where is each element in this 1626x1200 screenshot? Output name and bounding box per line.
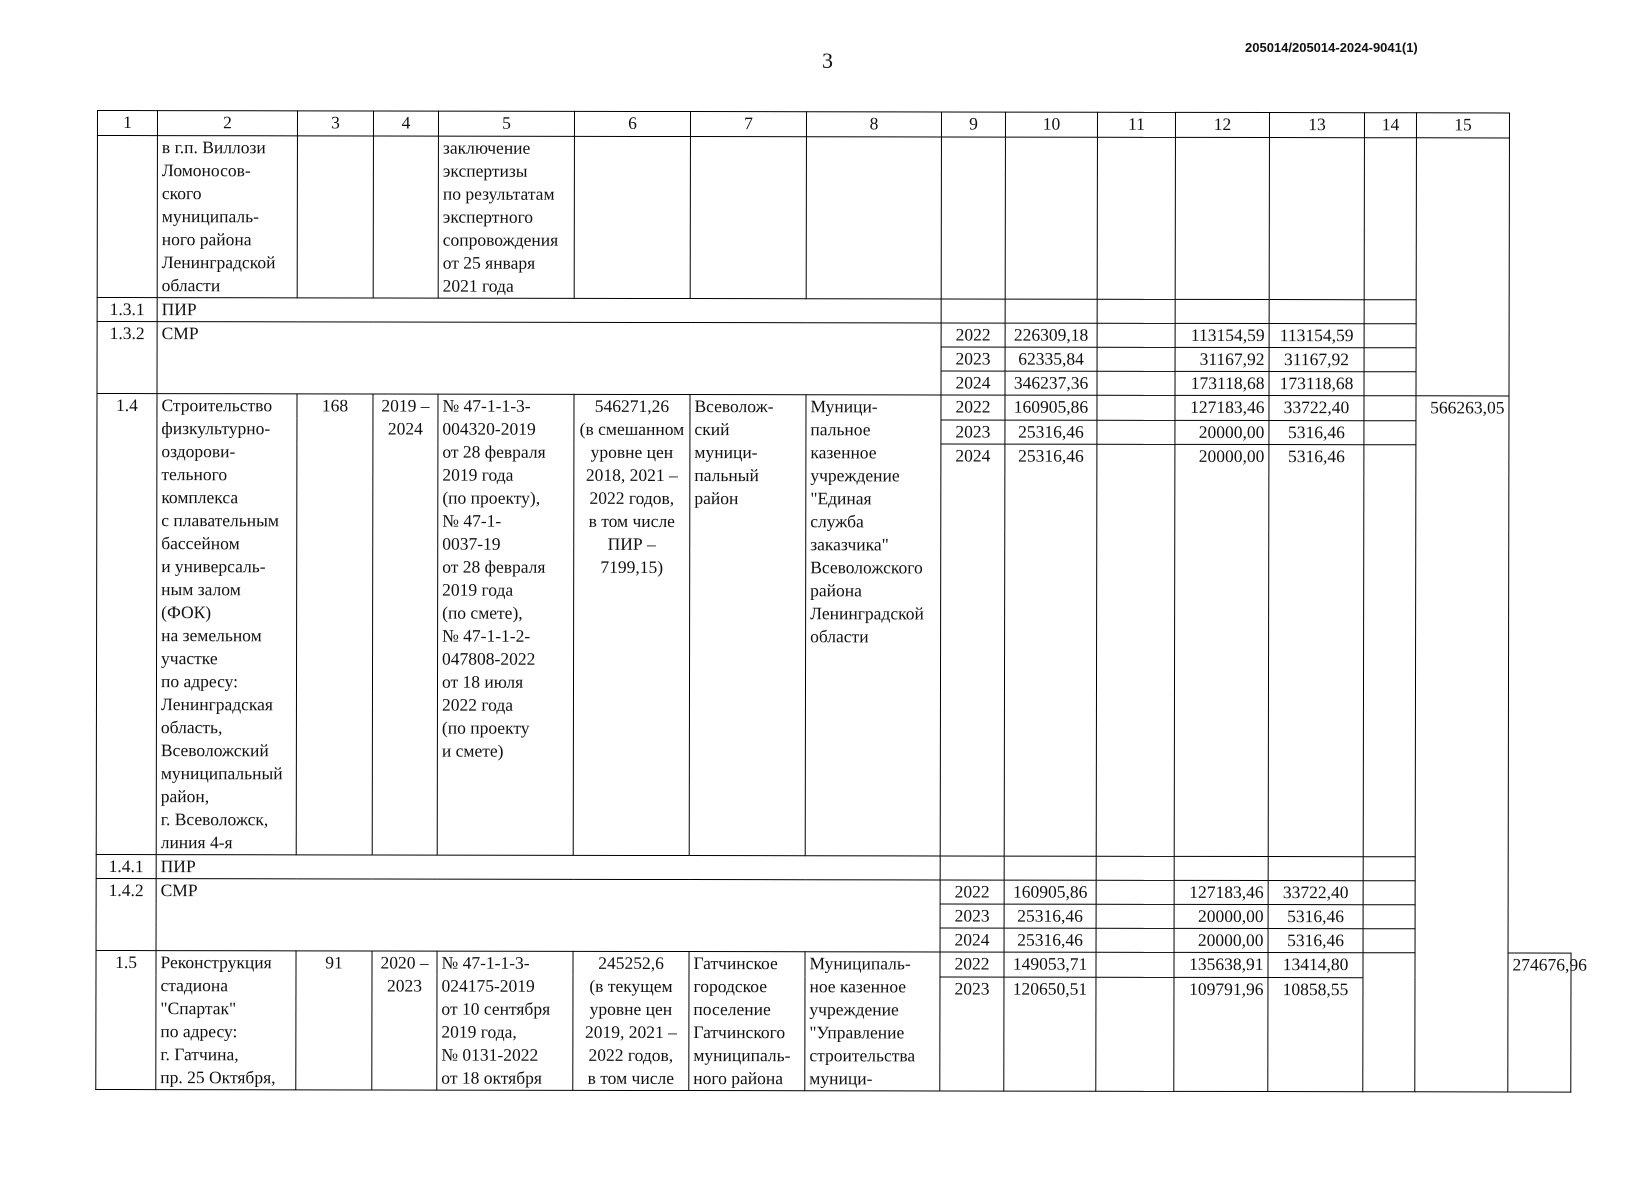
total-cell: 226309,18 bbox=[1005, 323, 1097, 347]
col-num-3: 3 bbox=[297, 111, 373, 136]
row-label: ПИР bbox=[157, 298, 941, 323]
col12-cell: 173118,68 bbox=[1175, 371, 1269, 395]
object-name-cell: Реконструкция стадиона "Спартак" по адресу: г. Гатчина, пр. 25 Октября, bbox=[156, 951, 296, 1090]
expertise-cell: заключение экспертизы по результатам экспертного сопровождения от 25 января 2021 года bbox=[438, 136, 574, 298]
row-code: 1.3.1 bbox=[97, 298, 157, 322]
object-name-cell: Строительство физкультурно- оздорови- тельного комплекса с плавательным бассейном и универсаль- ным залом (ФОК) на земельном участке по адресу: Ленинградская область, Всеволожский муниципальный район, г. Всеволожск, линия 4-я bbox=[156, 394, 297, 855]
total-cell: 25316,46 bbox=[1005, 420, 1097, 445]
col13-cell: 113154,59 bbox=[1269, 324, 1364, 348]
row-code: 1.4.2 bbox=[96, 878, 156, 950]
col-num-5: 5 bbox=[438, 111, 574, 136]
table-row bbox=[97, 394, 1572, 421]
table-row bbox=[97, 322, 1572, 349]
col-num-1: 1 bbox=[97, 111, 157, 136]
col13-cell: 10858,55 bbox=[1268, 977, 1363, 1091]
year-cell: 2022 bbox=[941, 395, 1005, 420]
expertise-cell: № 47-1-1-3- 024175-2019 от 10 сентября 2019 года, № 0131-2022 от 18 октября bbox=[437, 951, 573, 1090]
col-num-2: 2 bbox=[157, 111, 297, 136]
col13-cell: 13414,80 bbox=[1268, 953, 1363, 978]
year-cell: 2024 bbox=[940, 444, 1005, 856]
total-cell: 25316,46 bbox=[1004, 904, 1096, 928]
col13-cell: 5316,46 bbox=[1268, 929, 1363, 953]
year-cell: 2024 bbox=[941, 371, 1005, 395]
col-num-11: 11 bbox=[1097, 112, 1175, 137]
total-cell: 62335,84 bbox=[1005, 347, 1097, 371]
col13-cell: 33722,40 bbox=[1269, 396, 1364, 421]
table-row bbox=[96, 854, 1571, 881]
row-label: СМР bbox=[157, 322, 941, 395]
col12-cell: 109791,96 bbox=[1174, 977, 1268, 1091]
total-cell: 149053,71 bbox=[1004, 952, 1096, 977]
year-cell: 2022 bbox=[940, 952, 1004, 977]
total-cell: 25316,46 bbox=[1004, 928, 1096, 952]
col-num-6: 6 bbox=[574, 111, 690, 136]
row-code: 1.3.2 bbox=[97, 322, 157, 394]
col13-cell: 31167,92 bbox=[1269, 348, 1364, 372]
total-cell: 160905,86 bbox=[1004, 880, 1096, 904]
col13-cell: 5316,46 bbox=[1269, 420, 1364, 445]
row-label: СМР bbox=[156, 879, 940, 952]
municipality-cell: Гатчинское городское поселение Гатчинского муниципаль- ного района bbox=[689, 952, 805, 1091]
col13-cell: 173118,68 bbox=[1269, 372, 1364, 396]
col-num-4: 4 bbox=[373, 111, 438, 136]
col-num-7: 7 bbox=[690, 112, 806, 137]
col12-cell: 20000,00 bbox=[1174, 445, 1269, 857]
col-num-13: 13 bbox=[1269, 113, 1364, 138]
table-row bbox=[97, 136, 1572, 301]
total-cell: 346237,36 bbox=[1005, 371, 1097, 395]
col12-cell: 31167,92 bbox=[1175, 347, 1269, 371]
col-num-15: 15 bbox=[1416, 113, 1509, 138]
col-num-8: 8 bbox=[806, 112, 941, 137]
total-cell: 25316,46 bbox=[1004, 444, 1097, 856]
investment-table bbox=[95, 110, 1587, 1093]
col-num-14: 14 bbox=[1364, 113, 1416, 138]
col12-cell: 20000,00 bbox=[1174, 928, 1268, 952]
table-row bbox=[96, 950, 1571, 977]
row-label: ПИР bbox=[156, 855, 940, 880]
row-code: 1.4 bbox=[96, 394, 157, 855]
year-cell: 2022 bbox=[941, 323, 1005, 347]
year-cell: 2023 bbox=[940, 977, 1004, 1091]
total-sum-cell: 566263,05 bbox=[1415, 396, 1509, 1092]
col13-cell: 33722,40 bbox=[1268, 881, 1363, 905]
column-number-row bbox=[97, 111, 1572, 139]
page-number: 3 bbox=[822, 48, 833, 73]
row-code: 1.4.1 bbox=[96, 854, 156, 878]
period-cell: 2020 – 2023 bbox=[372, 951, 437, 1090]
customer-cell: Муници- пальное казенное учреждение "Единая служба заказчика" Всеволожского района Ленинградской области bbox=[805, 395, 941, 856]
customer-cell: Муниципаль- ное казенное учреждение "Управление строительства муници- bbox=[805, 952, 940, 1091]
cost-cell: 245252,6 (в текущем уровне цен 2019, 2021 – 2022 годов, в том числе bbox=[573, 951, 689, 1090]
total-cell: 160905,86 bbox=[1005, 395, 1097, 420]
total-cell: 120650,51 bbox=[1004, 977, 1096, 1091]
table-row bbox=[96, 878, 1571, 905]
year-cell: 2023 bbox=[940, 904, 1004, 928]
cost-cell: 546271,26 (в смешанном уровне цен 2018, 2021 – 2022 годов, в том числе ПИР – 7199,15) bbox=[573, 394, 690, 855]
period-cell: 2019 – 2024 bbox=[372, 394, 438, 855]
col12-cell: 135638,91 bbox=[1174, 952, 1268, 977]
col12-cell: 127183,46 bbox=[1174, 880, 1268, 904]
col-num-10: 10 bbox=[1005, 112, 1097, 137]
table-row bbox=[97, 298, 1572, 325]
year-cell: 2023 bbox=[941, 420, 1005, 445]
col13-cell: 5316,46 bbox=[1268, 905, 1363, 929]
capacity-cell: 91 bbox=[296, 951, 372, 1090]
col-num-9: 9 bbox=[941, 112, 1005, 137]
col12-cell: 127183,46 bbox=[1175, 395, 1269, 420]
col12-cell: 20000,00 bbox=[1174, 904, 1268, 928]
col13-cell: 5316,46 bbox=[1268, 445, 1364, 857]
row-code: 1.5 bbox=[96, 950, 156, 1089]
total-sum-cell: 274676,96 bbox=[1508, 953, 1571, 1092]
year-cell: 2022 bbox=[940, 880, 1004, 904]
object-name-cell: в г.п. Виллози Ломоносов- ского муниципаль- ного района Ленинградской области bbox=[157, 136, 297, 298]
col-num-12: 12 bbox=[1175, 112, 1269, 137]
document-id: 205014/205014-2024-9041(1) bbox=[1245, 40, 1418, 55]
year-cell: 2024 bbox=[940, 928, 1004, 952]
capacity-cell: 168 bbox=[296, 394, 373, 855]
expertise-cell: № 47-1-1-3- 004320-2019 от 28 февраля 2019 года (по проекту), № 47-1- 0037-19 от 28 февраля 2019 года (по смете), № 47-1-1-2- 047808-2022 от 18 июля 2022 года (по проекту и смете) bbox=[437, 394, 574, 855]
col12-cell: 113154,59 bbox=[1175, 323, 1269, 347]
col12-cell: 20000,00 bbox=[1175, 420, 1269, 445]
year-cell: 2023 bbox=[941, 347, 1005, 371]
municipality-cell: Всеволож- ский муници- пальный район bbox=[689, 395, 806, 856]
